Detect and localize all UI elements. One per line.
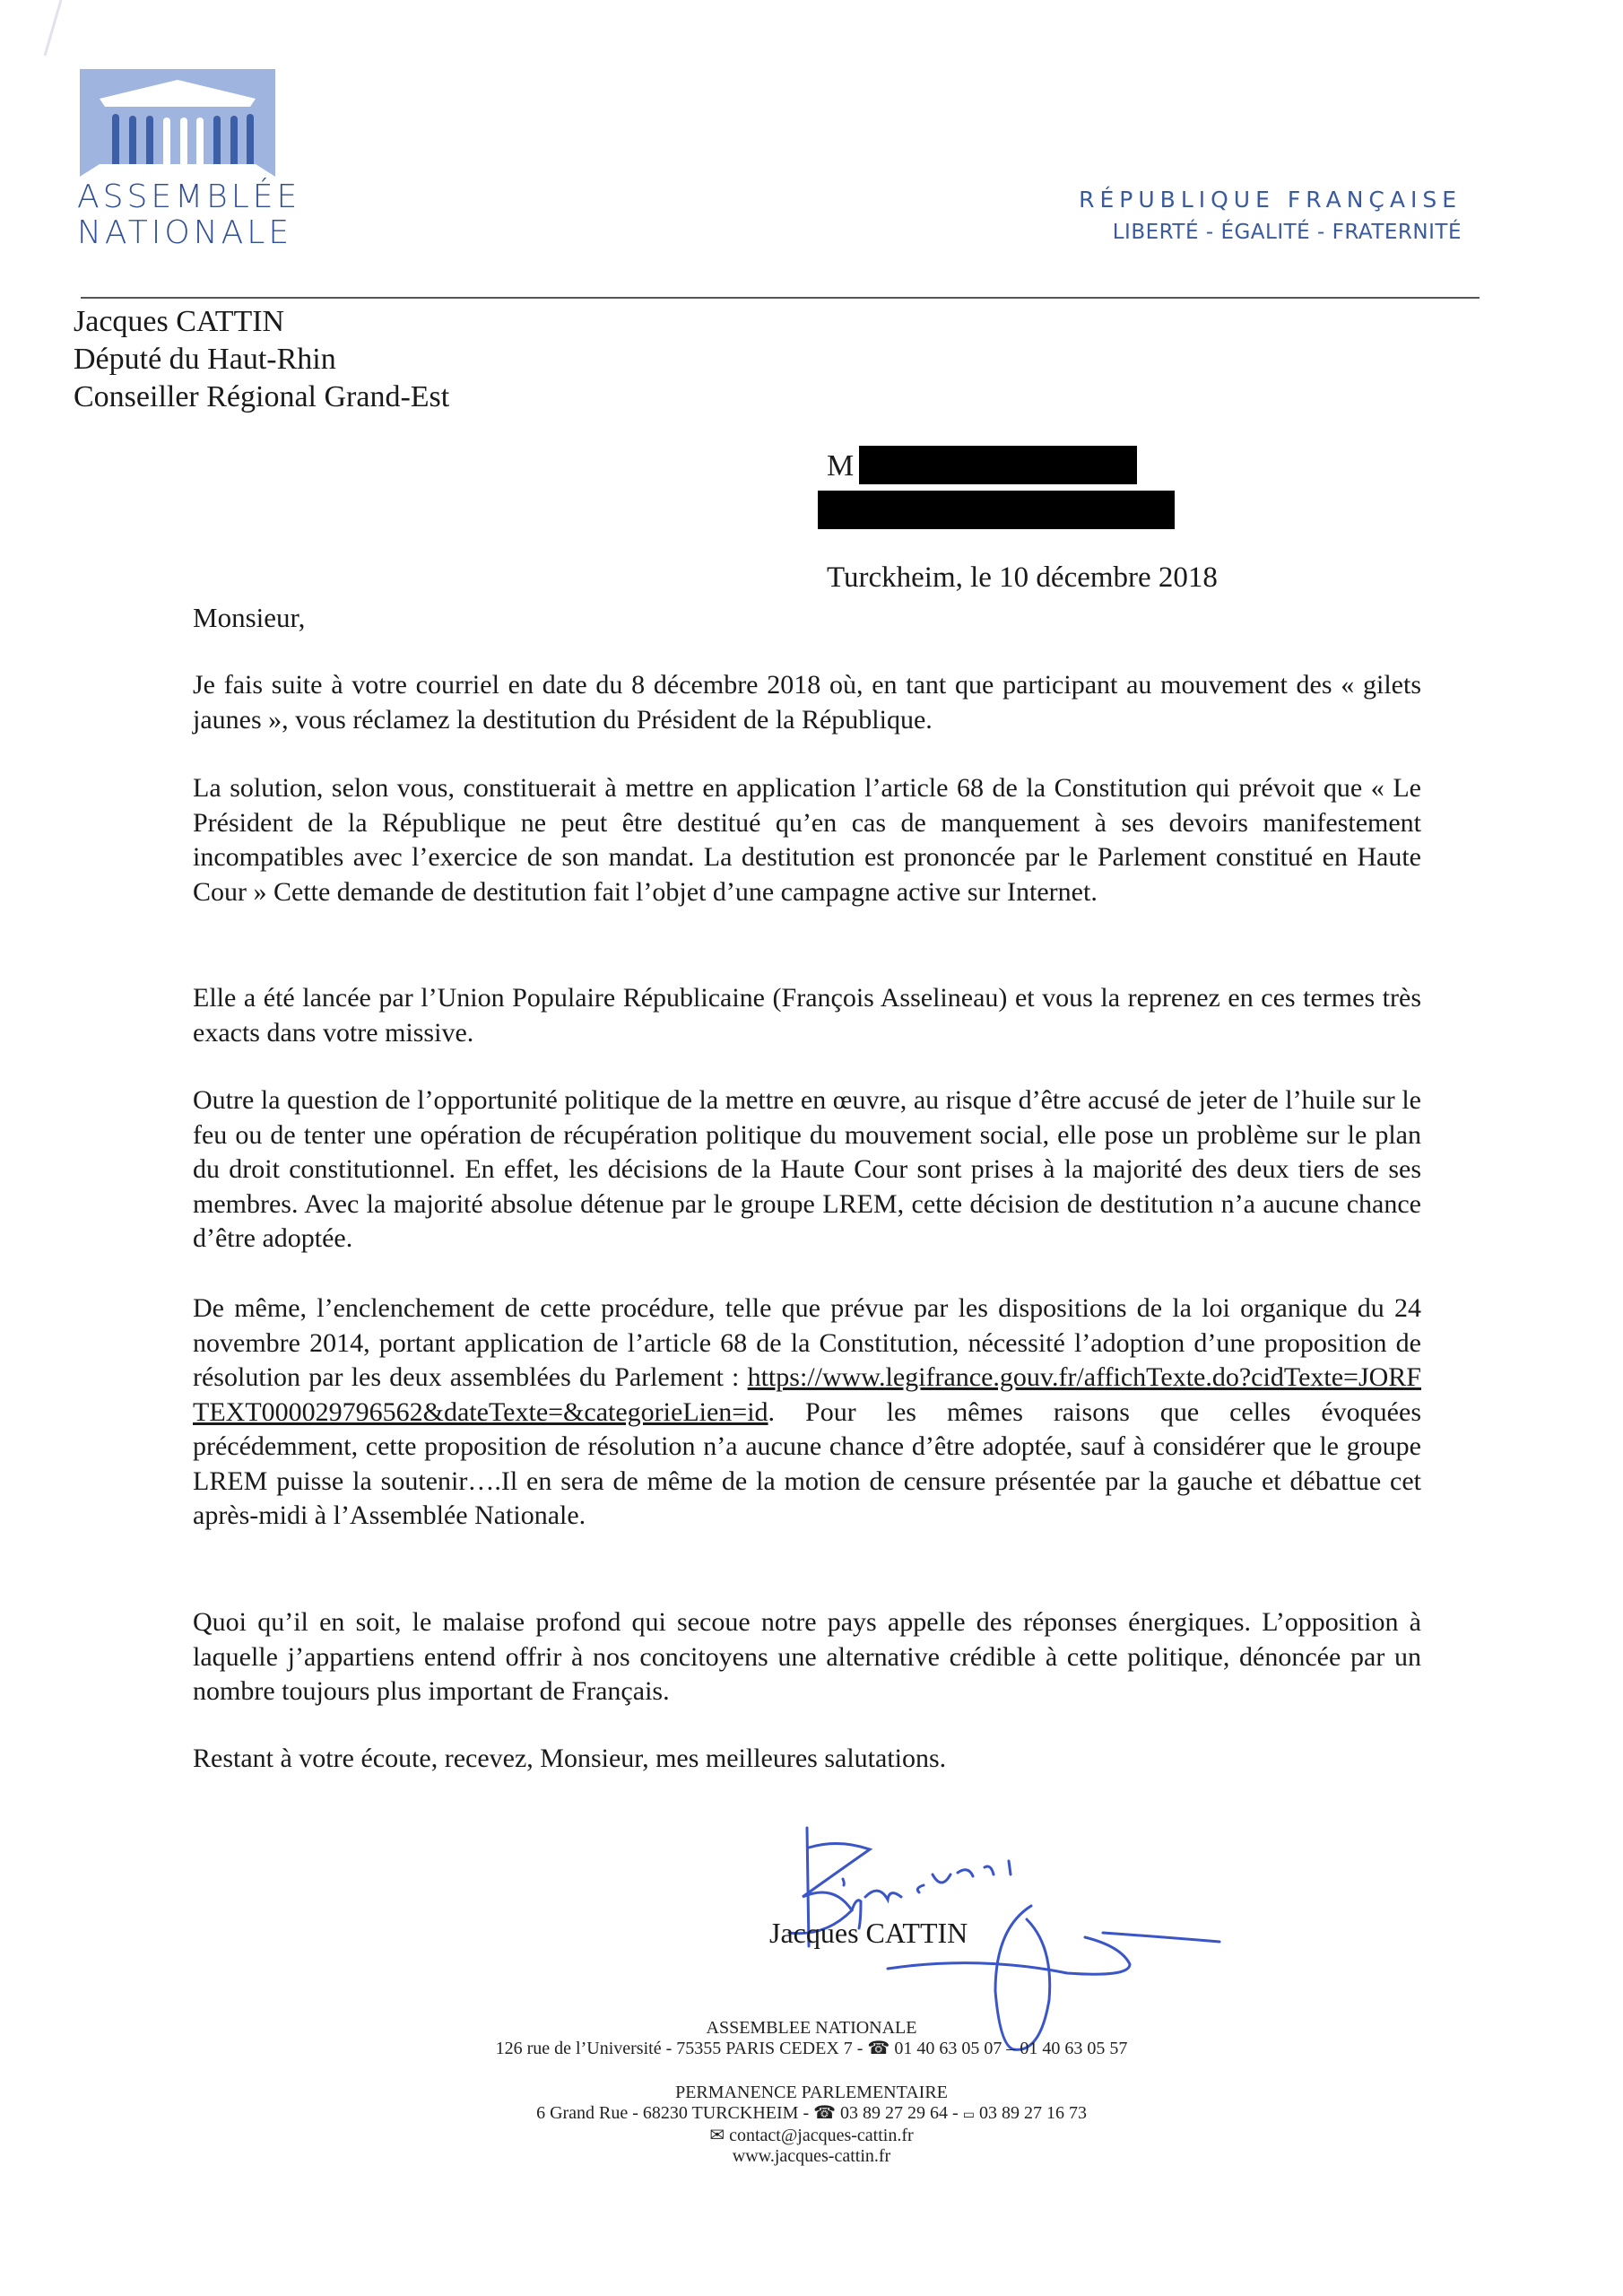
sender-title-deputy: Député du Haut-Rhin [74, 343, 336, 376]
paragraph-text: De même, l’enclenchement de cette procédure, telle que prévue par les dispositions de la loi organique du 24 novembre 2014, portant application de l’article 68 de la Constitution, nécessité l’adoption d’une proposition de résolution par les deux assemblées du Parlement : [193, 1293, 1421, 1392]
body-paragraph-5 [193, 1292, 1421, 1534]
body-paragraph-4 [193, 1083, 1421, 1257]
legifrance-link[interactable]: https://www.legifrance.gouv.fr/affichTexte.do?cidTexte=JORFTEXT000029796562&dateTexte=&categorieLien=id [193, 1362, 1421, 1427]
recipient-address-redaction [818, 491, 1175, 529]
paragraph-text: Quoi qu’il en soit, le malaise profond qui secoue notre pays appelle des réponses énergiques. L’opposition à laquelle j’appartiens entend offrir à nos concitoyens une alternative crédible à cette politique, dénoncée par un nombre toujours plus important de Français. [193, 1607, 1421, 1706]
sender-block [74, 303, 449, 416]
telephone-icon: ☎ [867, 2039, 890, 2058]
date-line: Turckheim, le 10 décembre 2018 [827, 561, 1218, 594]
signatory-name: Jacques CATTIN [769, 1917, 968, 1949]
salutation: Monsieur, [193, 602, 306, 633]
recipient-name-redaction [859, 446, 1137, 484]
paragraph-text: Je fais suite à votre courriel en date du 8 décembre 2018 où, en tant que participant au mouvement des « gilets jaunes », vous réclamez la destitution du Président de la République. [193, 670, 1421, 735]
footer-office2-address: 6 Grand Rue - 68230 TURCKHEIM - [536, 2103, 814, 2123]
recipient-prefix: M [827, 449, 855, 483]
footer-email[interactable]: contact@jacques-cattin.fr [725, 2126, 914, 2145]
republic-title: RÉPUBLIQUE FRANÇAISE [1079, 187, 1462, 213]
assemblee-nationale-building-icon [80, 69, 275, 177]
footer-email-line [359, 2126, 1264, 2146]
footer-office2-title: PERMANENCE PARLEMENTAIRE [675, 2083, 948, 2102]
paragraph-text: La solution, selon vous, constituerait à mettre en application l’article 68 de la Constitution qui prévoit que « Le Président de la République ne peut être destitué qu’en cas de manquement à ses devoirs manifestement incompatibles avec l’exercice de son mandat. La destitution est prononcée par le Parlement constitué en Haute Cour » Cette demande de destitution fait l’objet d’une campagne active sur Internet. [193, 773, 1421, 907]
closing-text: Restant à votre écoute, recevez, Monsieur, mes meilleures salutations. [193, 1744, 947, 1773]
footer-office1-address: 126 rue de l’Université - 75355 PARIS CEDEX 7 - [495, 2039, 868, 2058]
sender-name: Jacques CATTIN [74, 305, 285, 338]
footer-office1-contact [359, 2039, 1264, 2059]
body-paragraph-1 [193, 668, 1421, 737]
footer-office2-fax: 03 89 27 16 73 [974, 2103, 1087, 2123]
footer-local-office [359, 2083, 1264, 2167]
envelope-icon: ✉ [709, 2126, 725, 2145]
footer-office1-phones: 01 40 63 05 07 – 01 40 63 05 57 [890, 2039, 1128, 2058]
paragraph-text: Outre la question de l’opportunité politique de la mettre en œuvre, au risque d’être accusé de jeter de l’huile sur le feu ou de tenter une opération de récupération politique du mouvement social, elle pose un problème sur le plan du droit constitutionnel. En effet, les décisions de la Haute Cour sont prises à la majorité des deux tiers de ses membres. Avec la majorité absolue détenue par le groupe LREM, cette décision de destitution n’a aucune chance d’être adoptée. [193, 1085, 1421, 1253]
body-paragraph-2 [193, 771, 1421, 909]
fax-icon: ▭ [962, 2109, 975, 2122]
footer-office2-contact [359, 2103, 1264, 2126]
footer-paris-office [359, 2018, 1264, 2059]
sender-title-regional: Conseiller Régional Grand-Est [74, 380, 450, 413]
scan-pen-mark [36, 0, 90, 63]
paragraph-text: Elle a été lancée par l’Union Populaire Républicaine (François Asselineau) et vous la reprenez en ces termes très exacts dans votre missive. [193, 983, 1421, 1048]
institution-line1: ASSEMBLÉE [77, 178, 301, 215]
header-divider [81, 297, 1480, 299]
telephone-icon: ☎ [813, 2103, 837, 2123]
footer-website[interactable]: www.jacques-cattin.fr [732, 2146, 891, 2166]
paragraph-text: . Pour les mêmes raisons que celles évoquées précédemment, cette proposition de résolution n’a aucune chance d’être adoptée, sauf à considérer que le groupe LREM puisse la soutenir….Il en sera de même de la motion de censure présentée par la gauche et débattue cet après-midi à l’Assemblée Nationale. [193, 1396, 1421, 1530]
closing-paragraph [193, 1742, 1421, 1777]
institution-name [77, 178, 301, 251]
body-paragraph-6 [193, 1605, 1421, 1709]
republic-motto-line: LIBERTÉ - ÉGALITÉ - FRATERNITÉ [1112, 221, 1462, 244]
body-paragraph-3 [193, 981, 1421, 1050]
institution-line2: NATIONALE [77, 214, 293, 251]
footer-office2-phone: 03 89 27 29 64 - [836, 2103, 963, 2123]
footer-office1-title: ASSEMBLEE NATIONALE [706, 2018, 917, 2038]
republic-motto [1049, 184, 1462, 248]
